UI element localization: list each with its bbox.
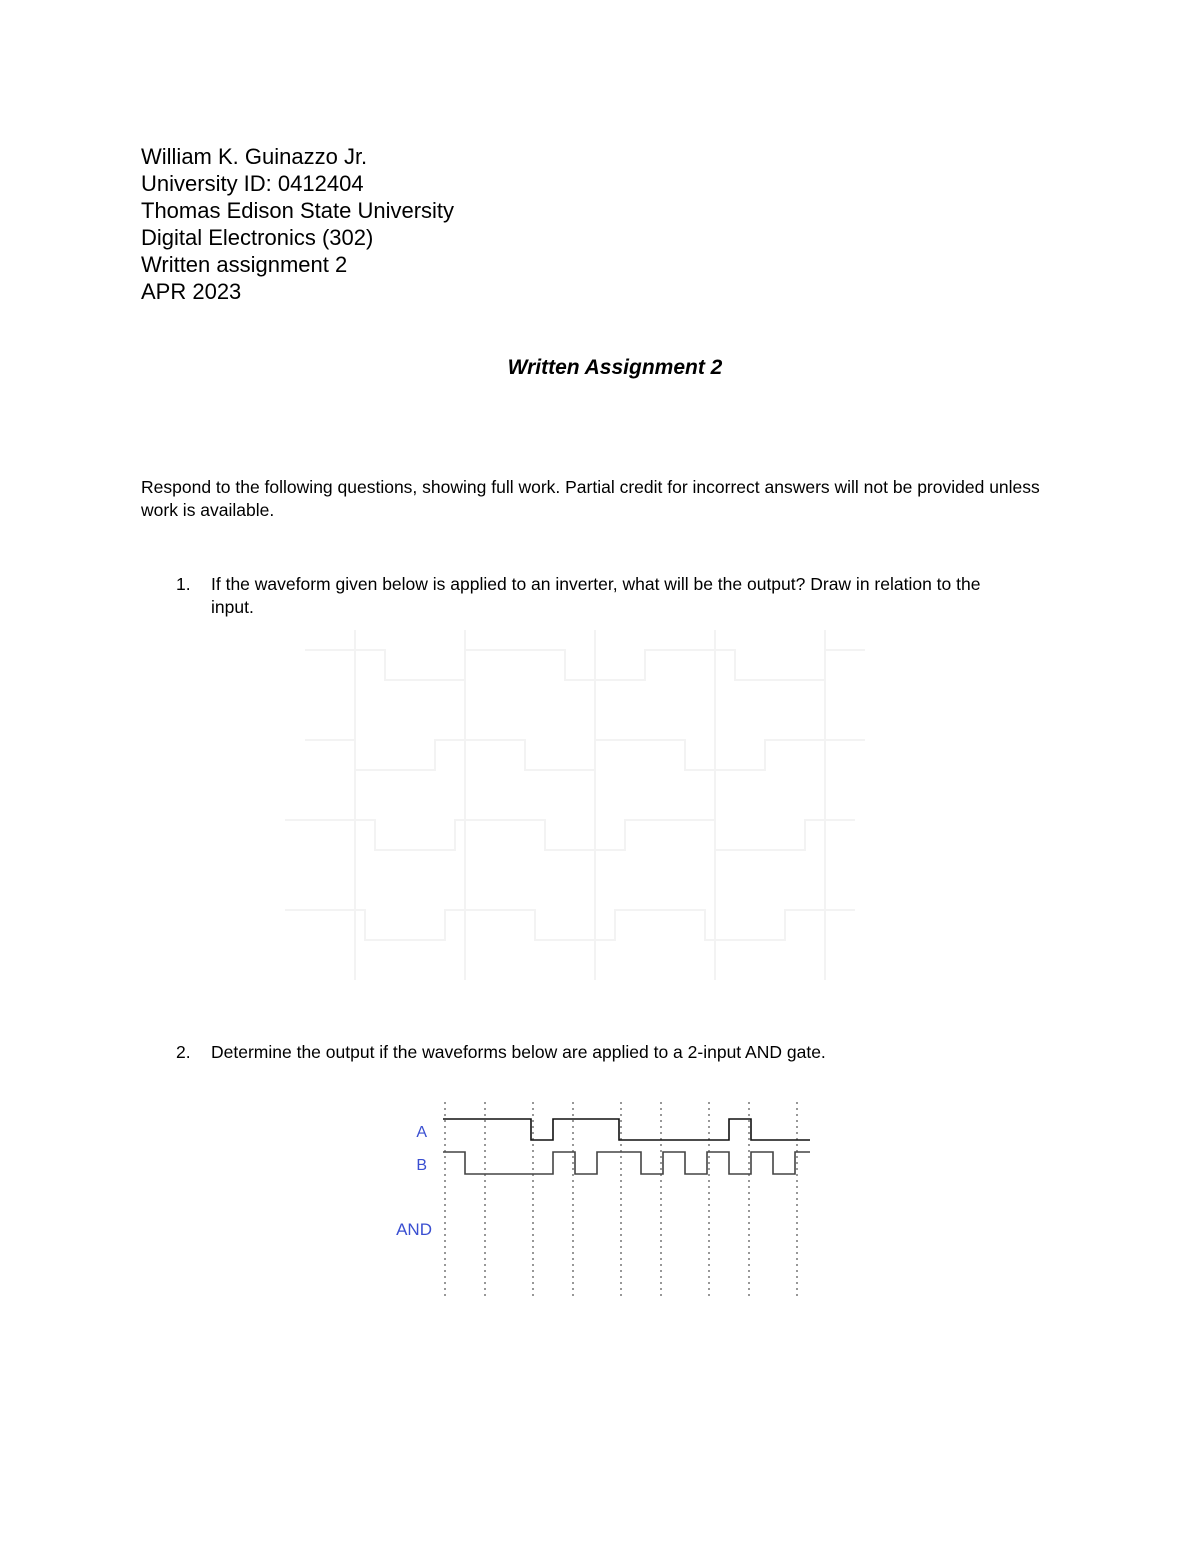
question-2 xyxy=(176,1041,996,1067)
label-b: B xyxy=(416,1157,427,1174)
signal-b-trace xyxy=(443,1152,810,1174)
course-name: Digital Electronics (302) xyxy=(141,225,374,250)
page-title: Written Assignment 2 xyxy=(507,356,723,379)
question-text: Determine the output if the waveforms below are applied to a 2-input AND gate. xyxy=(211,1042,826,1062)
signal-a-trace xyxy=(443,1119,810,1140)
faded-inverter-waveform xyxy=(265,620,895,990)
assignment-name: Written assignment 2 xyxy=(141,252,348,277)
question-number: 2. xyxy=(176,1042,191,1062)
label-a: A xyxy=(416,1124,427,1141)
header-block xyxy=(141,143,454,305)
university-name: Thomas Edison State University xyxy=(141,198,455,223)
question-1 xyxy=(176,573,996,623)
author-name: William K. Guinazzo Jr. xyxy=(141,144,368,169)
and-gate-waveform-diagram xyxy=(390,1090,810,1310)
university-id: University ID: 0412404 xyxy=(141,171,364,196)
assignment-date: APR 2023 xyxy=(141,279,242,304)
label-and: AND xyxy=(396,1220,432,1239)
question-number: 1. xyxy=(176,574,191,594)
instructions: Respond to the following questions, showing full work. Partial credit for incorrect answers will not be provided unless work is available. xyxy=(141,477,1040,520)
question-text: If the waveform given below is applied to an inverter, what will be the output? Draw in relation to the input. xyxy=(211,574,981,617)
timing-dividers xyxy=(445,1102,810,1300)
